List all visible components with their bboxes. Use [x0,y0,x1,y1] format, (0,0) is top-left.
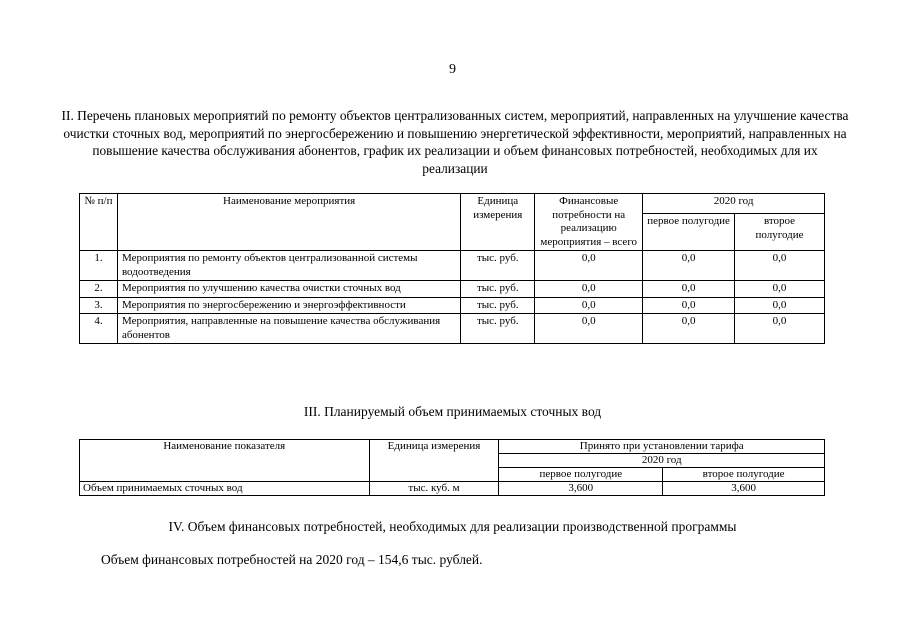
row-total: 0,0 [535,297,643,314]
col-indicator-header: Наименование показателя [80,440,370,482]
row-total: 0,0 [535,251,643,281]
col-half1-header: первое полугодие [499,468,663,482]
row-unit: тыс. руб. [461,314,535,344]
col-half2-header: второе полугодие [663,468,825,482]
col-unit-header: Единица измерения [461,194,535,251]
row-total: 0,0 [535,281,643,298]
col-half2-header: второе полугодие [735,214,825,251]
row-half2: 0,0 [735,314,825,344]
row-unit: тыс. руб. [461,251,535,281]
col-accepted-header: Принято при установлении тарифа [499,440,825,454]
row-total: 0,0 [535,314,643,344]
measures-table [79,193,825,344]
col-year-header: 2020 год [643,194,825,214]
row-num: 4. [80,314,118,344]
section-3-title: III. Планируемый объем принимаемых сточных вод [303,404,602,419]
row-half1: 0,0 [643,281,735,298]
row-num: 3. [80,297,118,314]
row-half2: 3,600 [663,482,825,496]
table-header-row [80,194,825,214]
page-number: 9 [449,62,456,77]
row-half2: 0,0 [735,251,825,281]
row-unit: тыс. куб. м [369,482,499,496]
table-header-row [80,440,825,454]
table-row [80,281,825,298]
row-half1: 0,0 [643,251,735,281]
col-year-header: 2020 год [499,454,825,468]
table-row [80,251,825,281]
wastewater-volume-table [79,439,825,496]
row-num: 2. [80,281,118,298]
col-num-header: № п/п [80,194,118,251]
row-name: Мероприятия по энергосбережению и энергоэффективности [117,297,460,314]
row-unit: тыс. руб. [461,297,535,314]
row-half1: 3,600 [499,482,663,496]
table-row [80,482,825,496]
row-num: 1. [80,251,118,281]
financial-summary: Объем финансовых потребностей на 2020 год – 154,6 тыс. рублей. [101,552,483,567]
table-row [80,297,825,314]
col-unit-header: Единица измерения [369,440,499,482]
row-half2: 0,0 [735,297,825,314]
row-half1: 0,0 [643,314,735,344]
col-name-header: Наименование мероприятия [117,194,460,251]
row-name: Мероприятия, направленные на повышение качества обслуживания абонентов [117,314,460,344]
section-2-title: II. Перечень плановых мероприятий по ремонту объектов централизованных систем, мероприятий, направленных на улучшение качества очистки сточных вод, мероприятий по энергосбережению и повышению энергетической эффективности, мероприятий, направленных на повышение качества обслуживания абонентов, график их реализации и объем финансовых потребностей, необходимых для их реализации [61,108,849,176]
row-unit: тыс. руб. [461,281,535,298]
row-name: Мероприятия по улучшению качества очистки сточных вод [117,281,460,298]
row-half1: 0,0 [643,297,735,314]
col-half1-header: первое полугодие [643,214,735,251]
section-4-title: IV. Объем финансовых потребностей, необходимых для реализации производственной программы [168,519,737,534]
row-indicator: Объем принимаемых сточных вод [80,482,370,496]
row-name: Мероприятия по ремонту объектов централизованной системы водоотведения [117,251,460,281]
row-half2: 0,0 [735,281,825,298]
table-row [80,314,825,344]
col-finance-header: Финансовые потребности на реализацию мероприятия – всего [535,194,643,251]
